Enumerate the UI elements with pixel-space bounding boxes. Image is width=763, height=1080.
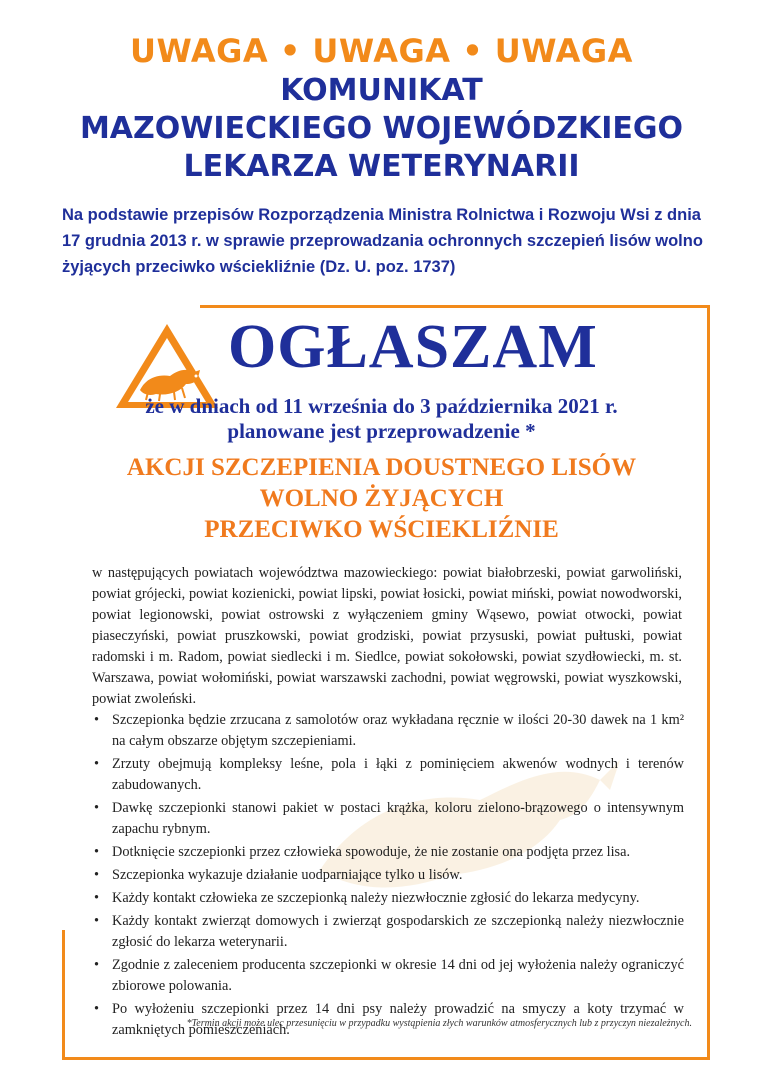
action-title [0, 452, 763, 545]
warning-header: UWAGA • UWAGA • UWAGA [130, 32, 633, 70]
list-item: • Po wyłożeniu szczepionki przez 14 dni psy należy prowadzić na smyczy a koty trzymać w zamkniętych pomieszczeniach. [92, 999, 684, 1041]
campaign-dates [0, 394, 763, 444]
list-item: • Każdy kontakt człowieka ze szczepionką należy niezwłocznie zgłosić do lekarza medycyny. [92, 888, 684, 909]
legal-basis: Na podstawie przepisów Rozporządzenia Ministra Rolnictwa i Rozwoju Wsi z dnia 17 grudnia 2013 r. w sprawie przeprowadzania ochronnych szczepień lisów wolno żyjących przeciwko wściekliźnie (Dz. U. poz. 1737) [62, 206, 703, 276]
action-line: WOLNO ŻYJĄCYCH [259, 485, 504, 512]
dates-line: że w dniach od 11 września do 3 października 2021 r. [145, 394, 618, 418]
list-item: • Zgodnie z zaleceniem producenta szczepionki w okresie 14 dni od jej wyłożenia należy ograniczyć zbiorowe polowania. [92, 955, 684, 997]
list-item: • Zrzuty obejmują kompleksy leśne, pola i łąki z pominięciem akwenów wodnych i terenów zabudowanych. [92, 754, 684, 796]
action-line: AKCJI SZCZEPIENIA DOUSTNEGO LISÓW [126, 454, 637, 481]
list-item: • Każdy kontakt zwierząt domowych i zwierząt gospodarskich ze szczepionką należy niezwłocznie zgłosić do lekarza weterynarii. [92, 911, 684, 953]
frame-border-left [62, 930, 65, 1060]
title-line: MAZOWIECKIEGO WOJEWÓDZKIEGO [79, 111, 684, 146]
info-bullets [92, 710, 684, 1043]
frame-border-top [200, 305, 710, 308]
page-title [0, 72, 763, 186]
list-item: • Dawkę szczepionki stanowi pakiet w postaci krążka, koloru zielono-brązowego o intensywnym zapachu rybnym. [92, 798, 684, 840]
action-line: PRZECIWKO WŚCIEKLIŹNIE [204, 516, 559, 543]
list-item: • Dotknięcie szczepionki przez człowieka spowoduje, że nie zostanie ona podjęta przez lisa. [92, 842, 684, 863]
footnote: *Termin akcji może ulec przesunięciu w przypadku wystąpienia złych warunków atmosferycznych lub z przyczyn niezależnych. [186, 1018, 692, 1029]
districts-list: w następujących powiatach województwa mazowieckiego: powiat białobrzeski, powiat garwoliński, powiat grójecki, powiat kozienicki, powiat lipski, powiat łosicki, powiat miński, powiat nowodworski, powiat legionowski, powiat ostrowski z wyłączeniem gminy Wąsewo, powiat otwocki, powiat piaseczyński, powiat pruszkowski, powiat grodziski, powiat przysuski, powiat pułtuski, powiat radomski i m. Radom, powiat siedlecki i m. Siedlce, powiat sokołowski, powiat szydłowiecki, m. st. Warszawa, powiat wołomiński, powiat warszawski zachodni, powiat węgrowski, powiat wyszkowski, powiat zwoleński. [92, 565, 682, 707]
announcement-heading: OGŁASZAM [228, 313, 598, 381]
frame-border-bottom [62, 1057, 710, 1060]
list-item: • Szczepionka będzie zrzucana z samolotów oraz wykładana ręcznie w ilości 20-30 dawek na 1 km² na całym obszarze objętym szczepieniami. [92, 710, 684, 752]
title-line: LEKARZA WETERYNARII [183, 149, 580, 184]
title-line: KOMUNIKAT [280, 73, 483, 108]
list-item: • Szczepionka wykazuje działanie uodparniające tylko u lisów. [92, 865, 684, 886]
dates-line: planowane jest przeprowadzenie * [227, 419, 536, 443]
